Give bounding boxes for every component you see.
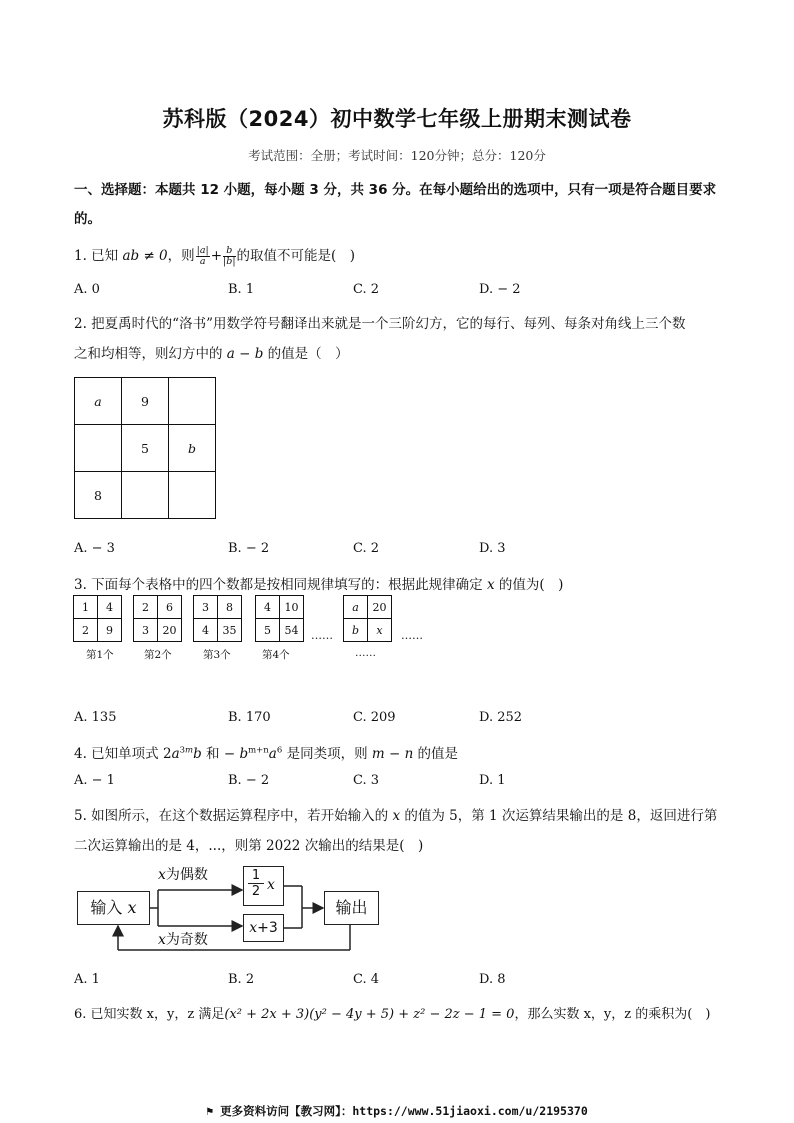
ms-cell: b <box>169 425 216 472</box>
magic-square <box>74 377 216 519</box>
odd-condition-label: x为奇数 <box>158 932 208 948</box>
pattern-table-3-label: 第3个 <box>203 649 231 661</box>
question-4 <box>74 742 458 762</box>
question-2-line2 <box>74 342 349 362</box>
q5-option-c: C. 4 <box>353 972 380 987</box>
table-cell: 4 <box>98 596 122 619</box>
q4-option-b: B. − 2 <box>228 773 270 788</box>
section-heading-line2: 的。 <box>74 211 101 227</box>
q3-option-d: D. 252 <box>479 710 523 725</box>
table-cell: b <box>344 619 368 642</box>
q2-option-d: D. 3 <box>479 541 506 556</box>
q3-option-b: B. 170 <box>228 710 271 725</box>
q6-prefix: 6. 已知实数 x，y，z 满足 <box>74 1007 225 1022</box>
q1-mid: ，则 <box>167 248 195 264</box>
table-cell: 5 <box>256 619 280 642</box>
q3-option-a: A. 135 <box>74 710 117 725</box>
pattern-table-1-label: 第1个 <box>86 649 114 661</box>
q1-option-a: A. 0 <box>74 282 100 297</box>
half-x-box: $\frac{1}{2}$ x <box>243 866 284 906</box>
table-cell: 20 <box>158 619 182 642</box>
table-cell: 2 <box>74 619 98 642</box>
q4-option-a: A. − 1 <box>74 773 115 788</box>
odd-label: 为奇数 <box>165 932 208 948</box>
q4-suffix: 是同类项，则 <box>282 746 372 762</box>
pattern-table-2-label: 第2个 <box>144 649 172 661</box>
x-plus-3-box: x+3 <box>243 914 284 942</box>
ms-cell: a <box>75 378 122 425</box>
input-box: 输入 x <box>77 891 150 925</box>
output-box: 输出 <box>324 891 379 925</box>
ms-cell: 8 <box>75 472 122 519</box>
even-label: 为偶数 <box>165 867 208 883</box>
q1-option-d: D. − 2 <box>479 282 521 297</box>
q2-option-a: A. − 3 <box>74 541 115 556</box>
q1-suffix: 的取值不可能是( ) <box>236 248 356 264</box>
q5-option-b: B. 2 <box>228 972 255 987</box>
table-cell: 9 <box>98 619 122 642</box>
question-5-line2: 二次运算输出的是 4，...，则第 2022 次输出的结果是( ) <box>74 838 424 854</box>
q3-text-b: 的值为( ) <box>494 577 564 593</box>
table-cell: 4 <box>194 619 218 642</box>
question-2-line1: 2. 把夏禹时代的“洛书”用数学符号翻译出来就是一个三阶幻方，它的每行、每列、每条对角线上三个数 <box>74 316 686 332</box>
q2-expression: a − b <box>226 346 264 362</box>
q1-option-c: C. 2 <box>353 282 380 297</box>
q4-monomial-1: $2a^{3m}b$ <box>162 745 202 762</box>
table-cell: 8 <box>218 596 242 619</box>
q1-condition: ab ≠ 0 <box>122 248 168 264</box>
q6-suffix: ，那么实数 x，y，z 的乘积为( ) <box>514 1007 711 1022</box>
table-cell: 20 <box>368 596 392 619</box>
pattern-table-3 <box>193 595 242 642</box>
ms-cell: 9 <box>122 378 169 425</box>
table-cell: 6 <box>158 596 182 619</box>
q5-variable: x <box>392 808 401 824</box>
table-cell: 4 <box>256 596 280 619</box>
ms-cell: 5 <box>122 425 169 472</box>
q1-prefix: 1. 已知 <box>74 248 123 264</box>
q4-and: 和 <box>201 746 224 762</box>
table-cell: x <box>368 619 392 642</box>
pattern-table-4 <box>255 595 304 642</box>
page-title: 苏科版（2024）初中数学七年级上册期末测试卷 <box>162 107 632 131</box>
q1-option-b: B. 1 <box>228 282 255 297</box>
pattern-table-4-label: 第4个 <box>262 649 290 661</box>
q6-equation: (x² + 2x + 3)(y² − 4y + 5) + z² − 2z − 1 = 0 <box>224 1007 515 1022</box>
q1-fraction-a: $\frac{|a|}{a}$ <box>196 245 209 267</box>
table-cell: 54 <box>280 619 304 642</box>
footer-link[interactable]: ⚑ 更多资料访问【教习网】：https://www.51jiaoxi.com/u/2195370 <box>206 1104 588 1118</box>
q4-option-d: D. 1 <box>479 773 506 788</box>
question-1: 1. 已知 ab ≠ 0，则 $\frac{|a|}{a}$ + $\frac{b}{|b|}$ 的取值不可能是( ) <box>74 245 356 267</box>
table-cell: 10 <box>280 596 304 619</box>
ms-cell <box>169 378 216 425</box>
half-numerator: 1 <box>248 868 264 884</box>
q5-text-b: 的值为 5，第 1 次运算结果输出的是 8，返回进行第 <box>400 808 718 824</box>
q2-option-c: C. 2 <box>353 541 380 556</box>
ms-cell <box>75 425 122 472</box>
pattern-table-1 <box>73 595 122 642</box>
pattern-table-n <box>343 595 392 642</box>
pattern-table-2 <box>133 595 182 642</box>
q4-option-c: C. 3 <box>353 773 380 788</box>
question-5-line1 <box>74 804 717 824</box>
even-condition-label: x为偶数 <box>158 867 208 883</box>
q4-monomial-2: − $b^{m+n}a^6$ <box>223 745 283 762</box>
q1-fraction-b: $\frac{b}{|b|}$ <box>223 245 236 267</box>
table-cell: 3 <box>134 619 158 642</box>
q4-prefix: 4. 已知单项式 <box>74 746 163 762</box>
q2-text-b: 的值是（ ） <box>263 346 349 362</box>
ms-cell <box>122 472 169 519</box>
q5-option-d: D. 8 <box>479 972 506 987</box>
question-3 <box>74 573 563 593</box>
pattern-table-n-label: …… <box>355 647 376 659</box>
q2-option-b: B. − 2 <box>228 541 270 556</box>
table-cell: 1 <box>74 596 98 619</box>
q4-end: 的值是 <box>413 746 459 762</box>
table-cell: 2 <box>134 596 158 619</box>
plus-3-label: +3 <box>257 920 278 936</box>
input-label: 输入 <box>90 898 123 917</box>
ellipsis-1: …… <box>311 629 333 642</box>
q5-option-a: A. 1 <box>74 972 100 987</box>
q3-text-a: 3. 下面每个表格中的四个数都是按相同规律填写的：根据此规律确定 <box>74 577 487 593</box>
table-cell: 35 <box>218 619 242 642</box>
table-cell: a <box>344 596 368 619</box>
half-denominator: 2 <box>251 884 261 899</box>
q5-text-a: 5. 如图所示，在这个数据运算程序中，若开始输入的 <box>74 808 393 824</box>
exam-info: 考试范围：全册；考试时间：120分钟；总分：120分 <box>248 148 546 163</box>
section-heading-line1: 一、选择题：本题共 12 小题，每小题 3 分，共 36 分。在每小题给出的选项中，只有一项是符合题目要求 <box>74 182 717 198</box>
q3-option-c: C. 209 <box>353 710 396 725</box>
table-cell: 3 <box>194 596 218 619</box>
q4-expression: m − n <box>371 746 414 762</box>
ellipsis-2: …… <box>401 629 423 642</box>
q3-variable: x <box>486 577 495 593</box>
question-6 <box>74 1003 710 1022</box>
ms-cell <box>169 472 216 519</box>
q2-text-a: 之和均相等，则幻方中的 <box>74 346 227 362</box>
